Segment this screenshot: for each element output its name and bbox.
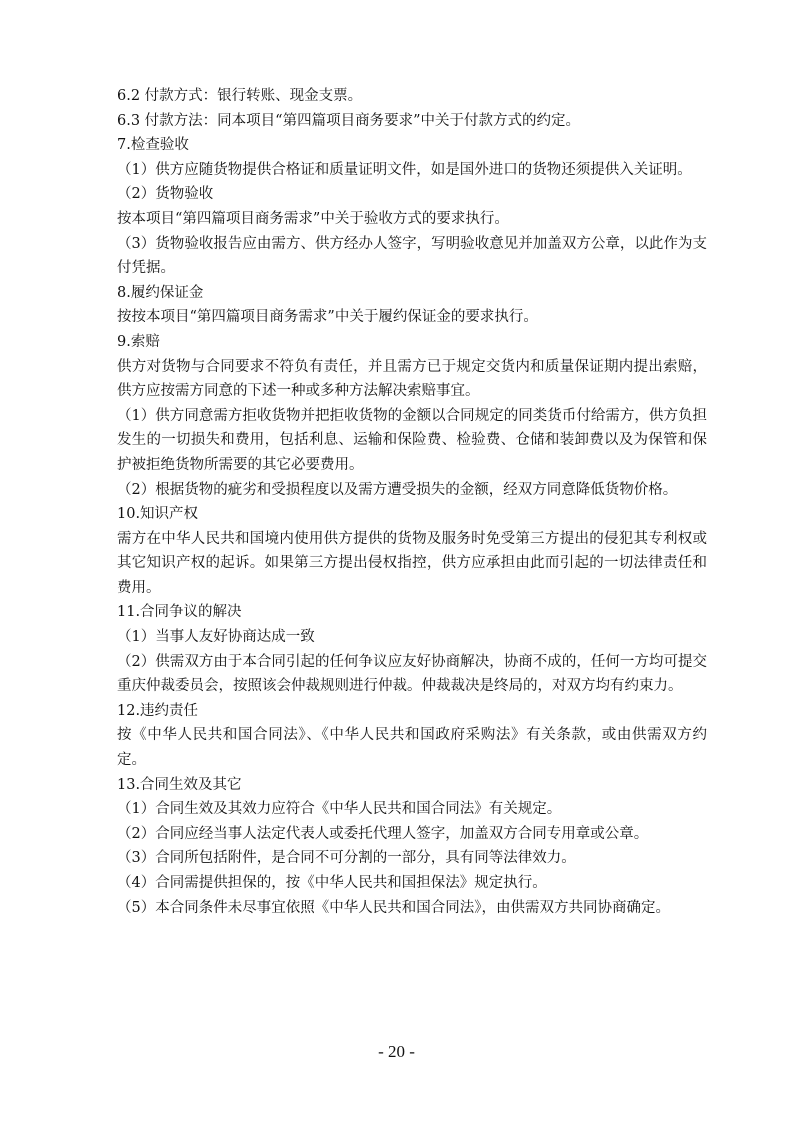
section-8-heading: 8.履约保证金 [117,284,204,301]
section-9-heading: 9.索赔 [117,333,160,350]
section-10-text: 需方在中华人民共和国境内使用供方提供的货物及服务时免受第三方提出的侵犯其专利权或其它知识产权的起诉。如果第三方提出侵权指控，供方应承担由此而引起的一切法律责任和费用。 [117,530,707,596]
payment-method-line: 6.2 付款方式：银行转账、现金支票。 [117,88,363,104]
section-9-text: 供方对货物与合同要求不符负有责任，并且需方已于规定交货内和质量保证期内提出索赔，供方应按需方同意的下述一种或多种方法解决索赔事宜。 [117,358,707,400]
section-11-item-1: （1）当事人友好协商达成一致 [117,629,315,646]
section-13-item-5: （5）本合同条件未尽事宜依照《中华人民共和国合同法》，由供需双方共同协商确定。 [117,899,670,916]
section-7-item-2: （2）货物验收 [117,186,214,203]
section-7-heading: 7.检查验收 [117,137,189,154]
section-11-item-2: （2）供需双方由于本合同引起的任何争议应友好协商解决，协商不成的，任何一方均可提交重庆仲裁委员会，按照该会仲裁规则进行仲裁。仲裁裁决是终局的，对双方均有约束力。 [117,653,707,695]
section-12-text: 按《中华人民共和国合同法》、《中华人民共和国政府采购法》有关条款，或由供需双方约定。 [117,727,707,769]
section-13-item-3: （3）合同所包括附件，是合同不可分割的一部分，具有同等法律效力。 [117,850,576,867]
section-11-heading: 11.合同争议的解决 [117,604,242,621]
section-7-item-3: （3）货物验收报告应由需方、供方经办人签字，写明验收意见并加盖双方公章，以此作为支付凭据。 [117,235,707,277]
section-13-heading: 13.合同生效及其它 [117,776,242,793]
payment-terms-line: 6.3 付款方法：同本项目“第四篇项目商务要求”中关于付款方式的约定。 [117,112,580,129]
section-13-item-4: （4）合同需提供担保的，按《中华人民共和国担保法》规定执行。 [117,875,547,891]
page-number: - 20 - [378,1042,415,1061]
section-13-item-1: （1）合同生效及其效力应符合《中华人民共和国合同法》有关规定。 [117,801,562,818]
section-9-item-2: （2）根据货物的疵劣和受损程度以及需方遭受损失的金额，经双方同意降低货物价格。 [117,481,678,498]
section-12-heading: 12.违约责任 [117,702,199,719]
section-9-item-1: （1）供方同意需方拒收货物并把拒收货物的金额以合同规定的同类货币付给需方，供方负担发生的一切损失和费用，包括利息、运输和保险费、检验费、仓储和装卸费以及为保管和保护被拒绝货物所需要的其它必要费用。 [117,407,707,473]
section-10-heading: 10.知识产权 [117,506,199,523]
document-body [117,84,707,920]
section-7-item-1: （1）供方应随货物提供合格证和质量证明文件，如是国外进口的货物还须提供入关证明。 [117,161,692,178]
section-8-text: 按按本项目“第四篇项目商务需求”中关于履约保证金的要求执行。 [117,309,538,326]
section-7-item-2-text: 按本项目“第四篇项目商务需求”中关于验收方式的要求执行。 [117,210,509,227]
section-13-item-2: （2）合同应经当事人法定代表人或委托代理人签字，加盖双方合同专用章或公章。 [117,825,649,842]
